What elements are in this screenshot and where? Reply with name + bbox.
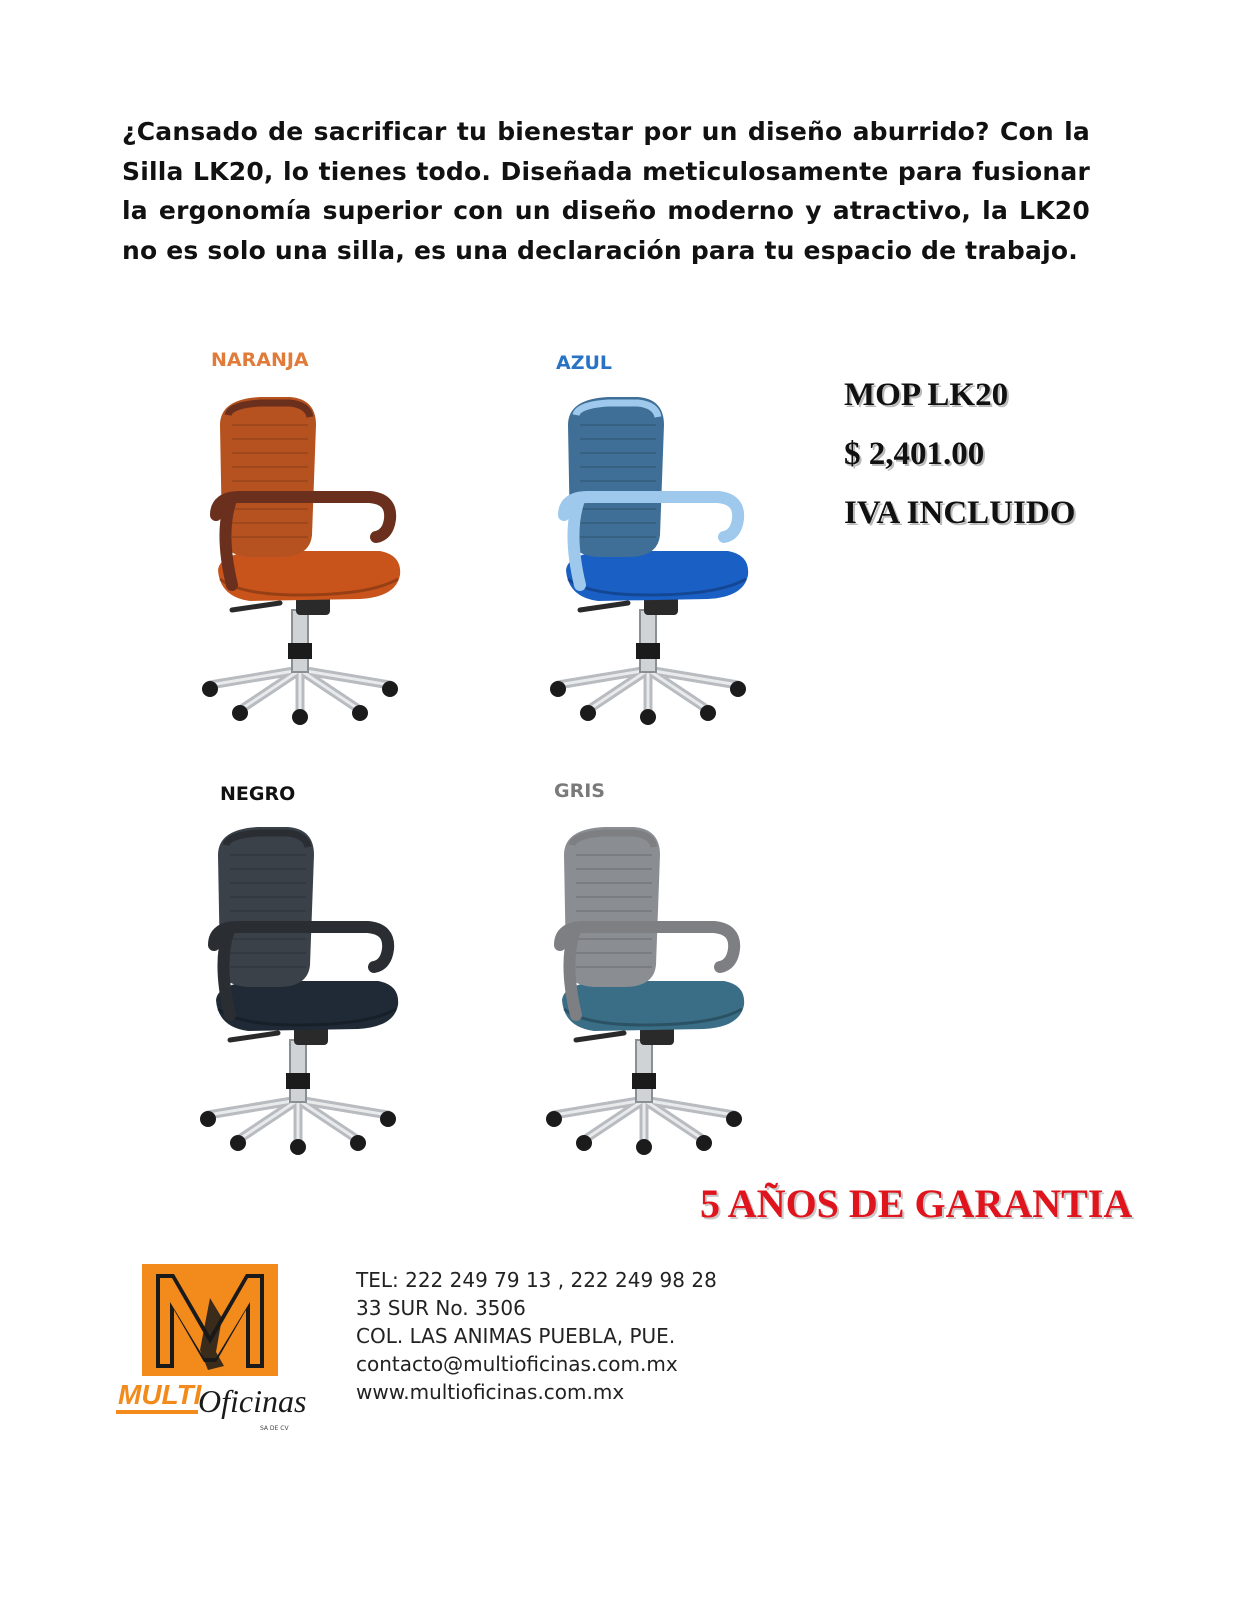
contact-city: COL. LAS ANIMAS PUEBLA, PUE. (356, 1324, 676, 1348)
contact-phone: TEL: 222 249 79 13 , 222 249 98 28 (356, 1268, 717, 1292)
variant-label-gris: GRIS (554, 780, 605, 802)
variant-label-naranja: NARANJA (211, 349, 309, 371)
intro-paragraph: ¿Cansado de sacrificar tu bienestar por un diseño aburrido? Con la Silla LK20, lo tienes todo. Diseñada meticulosamente para fusionar la ergonomía superior con un diseño moderno y atractivo, la LK20 no es solo una silla, es una declaración para tu espacio de trabajo. (122, 117, 1090, 265)
svg-text:Oficinas: Oficinas (198, 1383, 307, 1419)
multioficinas-logo (112, 1258, 322, 1440)
product-tax-note: IVA INCLUIDO (844, 495, 1076, 531)
chair-image-naranja (180, 385, 420, 725)
chair-image-azul (528, 385, 768, 725)
warranty-banner: 5 AÑOS DE GARANTIA (700, 1181, 1133, 1226)
chair-image-gris (524, 815, 764, 1155)
contact-street: 33 SUR No. 3506 (356, 1296, 526, 1320)
product-model: MOP LK20 (844, 377, 1009, 413)
contact-block (356, 1266, 717, 1406)
svg-text:SA DE CV: SA DE CV (260, 1425, 289, 1432)
svg-text:MULTI: MULTI (118, 1379, 202, 1410)
product-price: $ 2,401.00 (844, 436, 985, 472)
contact-website[interactable]: www.multioficinas.com.mx (356, 1380, 625, 1404)
variant-label-azul: AZUL (556, 352, 613, 374)
variant-label-negro: NEGRO (220, 783, 296, 805)
chair-image-negro (178, 815, 418, 1155)
contact-email[interactable]: contacto@multioficinas.com.mx (356, 1352, 678, 1376)
